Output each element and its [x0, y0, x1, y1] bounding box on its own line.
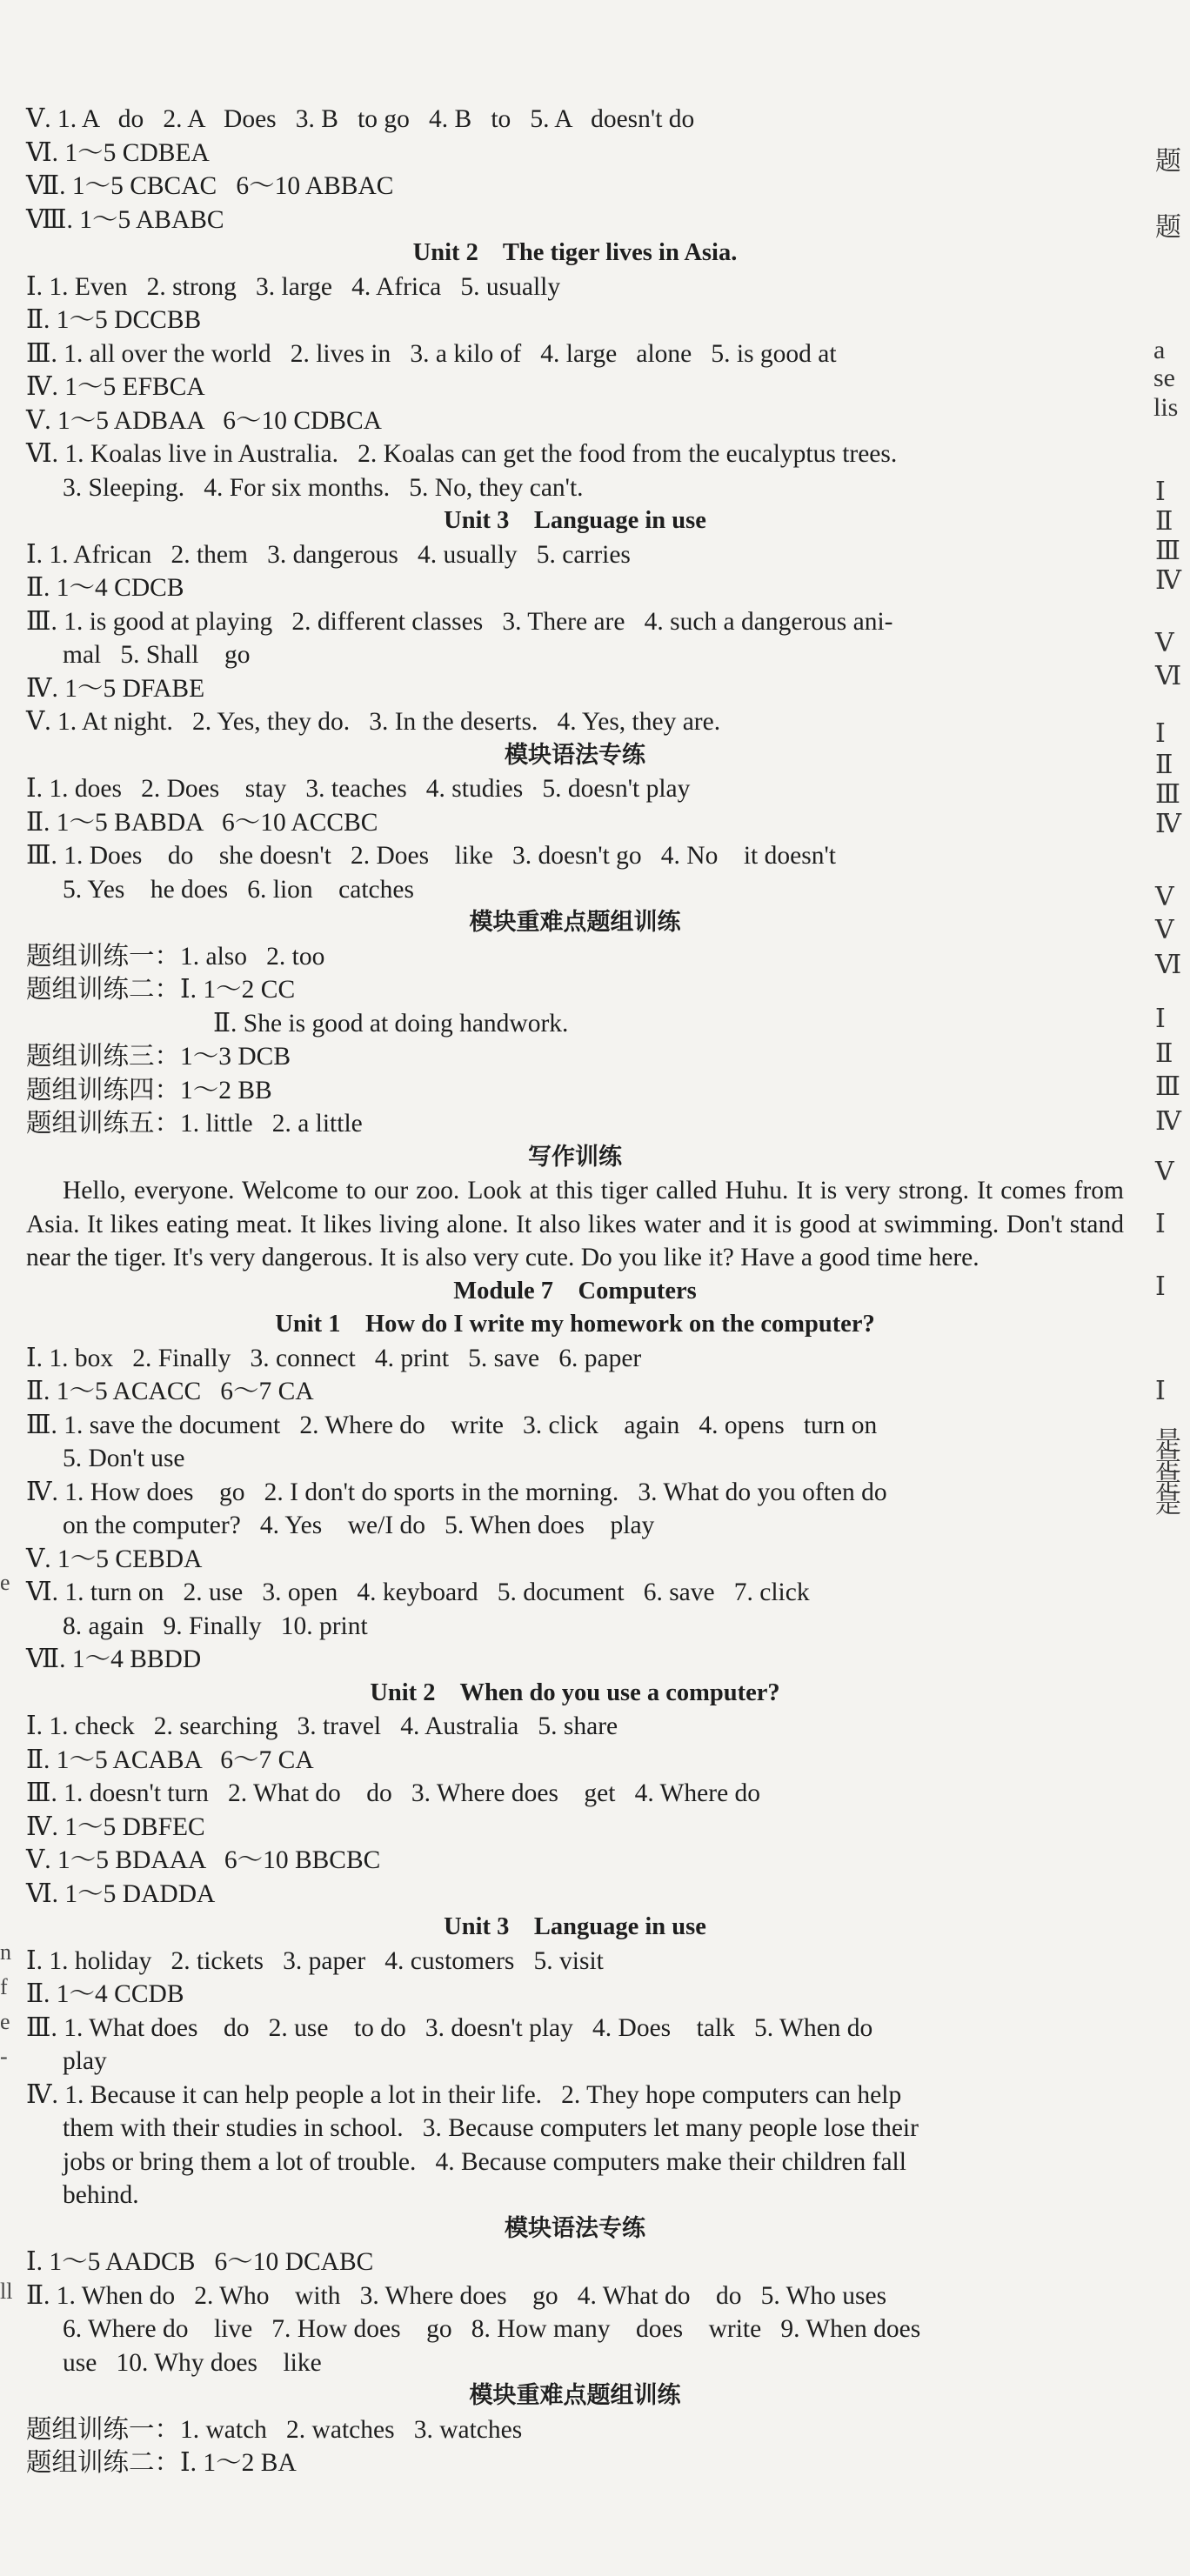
bleed-glyph: Ⅱ: [1155, 751, 1173, 779]
answer-line: Ⅵ. 1. turn on 2. use 3. open 4. keyboard 5. document 6. save 7. click: [26, 1578, 810, 1606]
bleed-glyph: se: [1153, 364, 1175, 392]
answer-line: Ⅲ. 1. save the document 2. Where do write 3. click again 4. opens turn on: [26, 1411, 878, 1439]
answer-line: Ⅱ. 1～4 CDCB: [26, 574, 184, 602]
answer-line: Ⅴ. 1～5 BDAAA 6～10 BBCBC: [26, 1846, 381, 1874]
section-heading-cn: 模块语法专练: [505, 2214, 645, 2242]
section-heading: Unit 2 The tiger lives in Asia.: [412, 239, 738, 266]
answer-line: 题组训练五：1. little 2. a little: [26, 1110, 363, 1138]
bleed-glyph: Ⅴ: [1155, 629, 1174, 657]
section-heading: Unit 3 Language in use: [444, 1913, 706, 1940]
answer-line: Ⅴ. 1～5 CEBDA: [26, 1545, 203, 1573]
answer-line: Ⅷ. 1～5 ABABC: [26, 205, 224, 234]
bleed-glyph: Ⅴ: [1155, 883, 1174, 911]
answer-line: Ⅳ. 1. How does go 2. I don't do sports in the morning. 3. What do you often do: [26, 1478, 887, 1506]
section-heading-cn: 模块重难点题组训练: [469, 909, 681, 936]
answer-line-continued: 8. again 9. Finally 10. print: [63, 1612, 368, 1640]
bleed-glyph: Ⅵ: [1155, 662, 1182, 691]
answer-line: 题组训练一：1. also 2. too: [26, 942, 325, 971]
answer-line: Ⅳ. 1～5 DBFEC: [26, 1812, 205, 1841]
section-heading: Unit 2 When do you use a computer?: [370, 1678, 780, 1706]
bleed-glyph: Ⅴ: [1155, 1158, 1174, 1186]
section-heading: Unit 3 Language in use: [444, 507, 706, 534]
answer-line: Ⅶ. 1～4 BBDD: [26, 1645, 202, 1673]
bleed-glyph: 是: [1155, 1469, 1181, 1498]
answer-line: Ⅰ. 1. check 2. searching 3. travel 4. Australia 5. share: [26, 1712, 618, 1740]
section-heading: Module 7 Computers: [453, 1277, 697, 1305]
answer-line: Ⅰ. 1. Even 2. strong 3. large 4. Africa 5. usually: [26, 272, 561, 301]
bleed-glyph: Ⅳ: [1155, 810, 1181, 838]
bleed-glyph: Ⅲ: [1155, 1072, 1180, 1101]
answer-line: Ⅳ. 1～5 EFBCA: [26, 373, 205, 401]
answer-line: Ⅴ. 1. At night. 2. Yes, they do. 3. In the deserts. 4. Yes, they are.: [26, 708, 721, 736]
bleed-glyph: Ⅲ: [1155, 537, 1180, 565]
bleed-glyph: a: [1153, 336, 1166, 364]
section-heading-cn: 模块重难点题组训练: [469, 2382, 681, 2409]
bleed-glyph: 是: [1155, 1448, 1181, 1477]
answer-line: Ⅲ. 1. is good at playing 2. different classes 3. There are 4. such a dangerous ani-: [26, 607, 893, 636]
bleed-glyph: lis: [1153, 393, 1179, 422]
answer-line-continued: use 10. Why does like: [63, 2348, 322, 2377]
bleed-glyph: Ⅰ: [1155, 719, 1166, 748]
bleed-glyph: Ⅳ: [1155, 1107, 1181, 1136]
answer-line-continued: 3. Sleeping. 4. For six months. 5. No, they can't.: [63, 473, 584, 502]
answer-line: Ⅱ. 1～5 BABDA 6～10 ACCBC: [26, 808, 378, 837]
bleed-glyph: Ⅰ: [1155, 1004, 1166, 1033]
answer-line: Ⅲ. 1. doesn't turn 2. What do do 3. Where does get 4. Where do: [26, 1779, 761, 1807]
bleed-glyph: Ⅰ: [1155, 1272, 1166, 1301]
answer-line-continued: Ⅱ. She is good at doing handwork.: [213, 1009, 569, 1038]
bleed-glyph: -: [0, 2044, 8, 2069]
answer-line: Ⅱ. 1～5 ACACC 6～7 CA: [26, 1378, 314, 1405]
answer-line-continued: on the computer? 4. Yes we/I do 5. When does play: [63, 1512, 655, 1539]
bleed-glyph: e: [0, 1570, 10, 1595]
bleed-glyph: Ⅱ: [1155, 1039, 1173, 1068]
answer-line: Ⅴ. 1～5 ADBAA 6～10 CDBCA: [26, 406, 382, 435]
bleed-glyph: 题: [1155, 147, 1181, 176]
answer-line: Ⅱ. 1～5 ACABA 6～7 CA: [26, 1745, 314, 1774]
bleed-glyph: Ⅰ: [1155, 1377, 1166, 1405]
bleed-glyph: ll: [0, 2279, 13, 2304]
bleed-glyph: Ⅵ: [1155, 951, 1182, 979]
answer-line: Ⅲ. 1. What does do 2. use to do 3. doesn't play 4. Does talk 5. When do: [26, 2013, 873, 2042]
answer-key-page: [26, 103, 1124, 2480]
answer-line-continued: them with their studies in school. 3. Because computers let many people lose their: [63, 2114, 919, 2142]
adjacent-page-edge-left: [0, 0, 21, 2576]
answer-line: Ⅵ. 1. Koalas live in Australia. 2. Koalas can get the food from the eucalyptus trees.: [26, 440, 898, 468]
adjacent-page-edge-right: [1155, 0, 1190, 2576]
answer-line: Ⅱ. 1～4 CCDB: [26, 1980, 184, 2008]
bleed-glyph: 是: [1155, 1427, 1181, 1456]
answer-line: 题组训练二：Ⅰ. 1～2 CC: [26, 976, 296, 1004]
answer-line: Ⅳ. 1～5 DFABE: [26, 674, 205, 703]
bleed-glyph: Ⅲ: [1155, 780, 1180, 809]
answer-line: Ⅲ. 1. Does do she doesn't 2. Does like 3. doesn't go 4. No it doesn't: [26, 842, 836, 870]
answer-line: 题组训练二：Ⅰ. 1～2 BA: [26, 2449, 297, 2477]
answer-line: Ⅰ. 1. box 2. Finally 3. connect 4. print 5. save 6. paper: [26, 1344, 642, 1372]
answer-line: Ⅰ. 1～5 AADCB 6～10 DCABC: [26, 2248, 374, 2276]
section-heading: Unit 1 How do I write my homework on the computer?: [275, 1311, 875, 1338]
answer-line-continued: 5. Yes he does 6. lion catches: [63, 875, 414, 904]
bleed-glyph: 是: [1155, 1490, 1181, 1518]
answer-line-continued: mal 5. Shall go: [63, 641, 251, 669]
bleed-glyph: f: [0, 1974, 8, 1999]
answer-line-continued: behind.: [63, 2181, 139, 2209]
answer-line: Ⅲ. 1. all over the world 2. lives in 3. a kilo of 4. large alone 5. is good at: [26, 339, 837, 368]
bleed-glyph: Ⅰ: [1155, 477, 1166, 506]
answer-line-continued: play: [63, 2047, 107, 2075]
bleed-glyph: Ⅰ: [1155, 1210, 1166, 1238]
bleed-glyph: Ⅴ: [1155, 916, 1174, 944]
answer-line: Ⅵ. 1～5 DADDA: [26, 1879, 216, 1908]
answer-line: Ⅳ. 1. Because it can help people a lot in their life. 2. They hope computers can help: [26, 2080, 902, 2109]
answer-line: 题组训练一：1. watch 2. watches 3. watches: [26, 2415, 523, 2444]
answer-line: Ⅵ. 1～5 CDBEA: [26, 138, 210, 167]
bleed-glyph: Ⅳ: [1155, 566, 1181, 595]
section-heading-cn: 写作训练: [528, 1143, 622, 1171]
bleed-glyph: Ⅱ: [1155, 507, 1173, 536]
answer-line-continued: 5. Don't use: [63, 1445, 185, 1472]
bleed-glyph: n: [0, 1939, 11, 1965]
answer-line: Ⅰ. 1. holiday 2. tickets 3. paper 4. customers 5. visit: [26, 1946, 604, 1975]
answer-line: Ⅶ. 1～5 CBCAC 6～10 ABBAC: [26, 172, 394, 200]
bleed-glyph: e: [0, 2009, 10, 2034]
answer-line: Ⅰ. 1. African 2. them 3. dangerous 4. usually 5. carries: [26, 540, 631, 569]
answer-line: Ⅱ. 1. When do 2. Who with 3. Where does go 4. What do do 5. Who uses: [26, 2281, 887, 2310]
answer-line: Ⅴ. 1. A do 2. A Does 3. B to go 4. B to 5. A doesn't do: [26, 105, 695, 133]
answer-line: 题组训练三：1～3 DCB: [26, 1043, 291, 1071]
answer-line: Ⅰ. 1. does 2. Does stay 3. teaches 4. studies 5. doesn't play: [26, 775, 691, 803]
bleed-glyph: 题: [1155, 213, 1181, 242]
answer-line-continued: 6. Where do live 7. How does go 8. How many does write 9. When does: [63, 2315, 921, 2343]
writing-sample: Hello, everyone. Welcome to our zoo. Look at this tiger called Huhu. It is very strong. It comes from Asia. It likes eating meat. It likes living alone. It also likes water and it is good at swimming. Don't stand near the tiger. It's very dangerous. It is also very cute. Do you like it? Have a good time here.: [26, 1177, 1124, 1271]
answer-line: 题组训练四：1～2 BB: [26, 1076, 272, 1104]
answer-line-continued: jobs or bring them a lot of trouble. 4. Because computers make their children fall: [63, 2147, 906, 2176]
section-heading-cn: 模块语法专练: [505, 741, 645, 769]
answer-line: Ⅱ. 1～5 DCCBB: [26, 306, 202, 334]
